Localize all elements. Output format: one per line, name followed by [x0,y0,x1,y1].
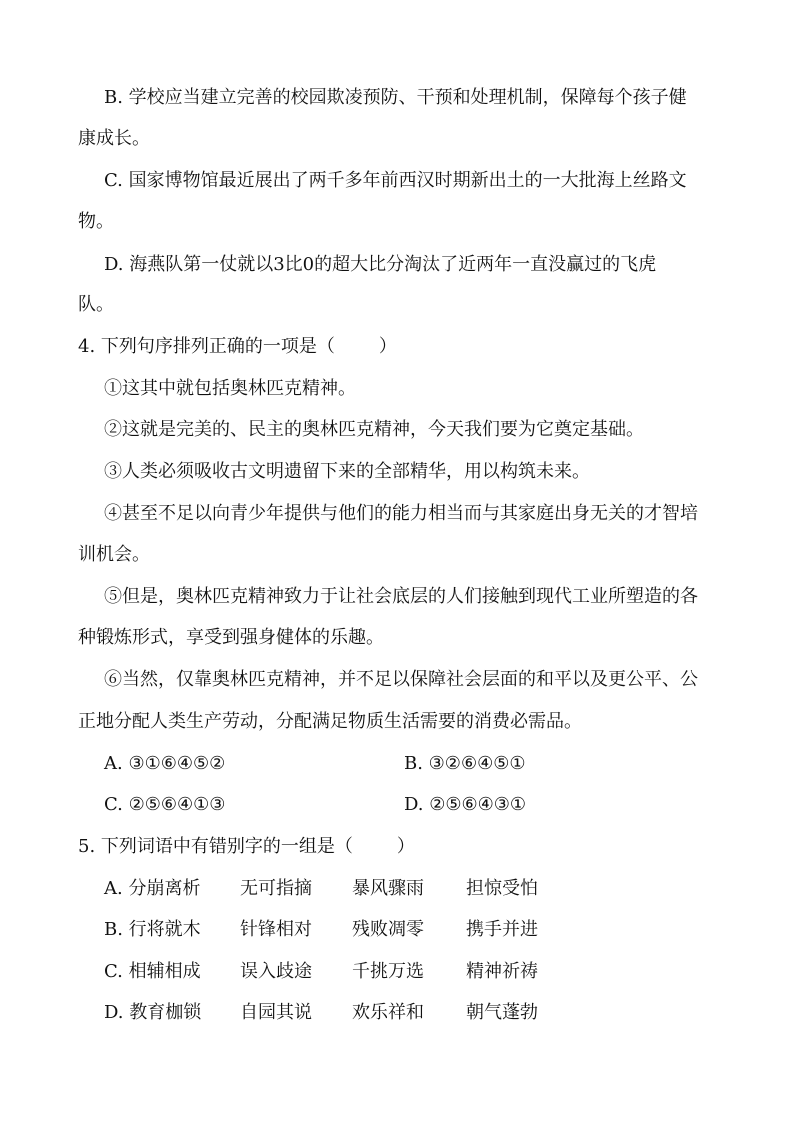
q3-option-d-line1: D. 海燕队第一仗就以3比0的超大比分淘汰了近两年一直没赢过的飞虎 [104,254,657,275]
q5-c-word-3: 千挑万选 [352,961,424,982]
q5-b-word-2: 针锋相对 [240,919,312,940]
q4-stem [78,335,397,359]
q4-sentence-5-line1: ⑤但是，奥林匹克精神致力于让社会底层的人们接触到现代工业所塑造的各 [104,586,698,607]
q4-stem-text: 4. 下列句序排列正确的一项是（ [78,336,335,357]
q4-sentence-4-line2: 训机会。 [78,544,150,565]
q5-d-word-4: 朝气蓬勃 [466,1002,538,1023]
q5-a-word-3: 暴风骤雨 [352,878,424,899]
q4-choice-c[interactable]: C. ②⑤⑥④①③ [104,794,226,815]
q3-option-c-line2: 物。 [78,211,114,232]
q4-choice-b[interactable]: B. ③②⑥④⑤① [404,753,526,774]
q4-sentence-4-line1: ④甚至不足以向青少年提供与他们的能力相当而与其家庭出身无关的才智培 [104,503,698,524]
q5-c-word-4: 精神祈祷 [466,961,538,982]
q4-sentence-6-line2: 正地分配人类生产劳动，分配满足物质生活需要的消费必需品。 [78,711,582,732]
q5-a-word-2: 无可指摘 [240,878,312,899]
q5-choice-d[interactable]: D. 教育枷锁 [104,1002,202,1023]
q4-sentence-1: ①这其中就包括奥林匹克精神。 [104,378,356,399]
q5-choice-c[interactable]: C. 相辅相成 [104,961,201,982]
q5-stem-text: 5. 下列词语中有错别字的一组是（ [78,836,353,857]
q4-sentence-5-line2: 种锻炼形式，享受到强身健体的乐趣。 [78,627,384,648]
q3-option-c-line1: C. 国家博物馆最近展出了两千多年前西汉时期新出土的一大批海上丝路文 [104,170,687,191]
q5-b-word-3: 残败凋零 [352,919,424,940]
q4-choice-a[interactable]: A. ③①⑥④⑤② [104,753,226,774]
q5-stem [78,835,415,859]
q5-choice-b[interactable]: B. 行将就木 [104,919,201,940]
q5-d-word-3: 欢乐祥和 [352,1002,424,1023]
q5-a-word-4: 担惊受怕 [466,878,538,899]
q5-d-word-2: 自园其说 [240,1002,312,1023]
q3-option-d-line2: 队。 [78,294,114,315]
q4-sentence-2: ②这就是完美的、民主的奥林匹克精神，今天我们要为它奠定基础。 [104,419,644,440]
q4-stem-close: ） [378,336,397,357]
q4-choice-d[interactable]: D. ②⑤⑥④③① [404,794,527,815]
q4-sentence-6-line1: ⑥当然，仅靠奥林匹克精神，并不足以保障社会层面的和平以及更公平、公 [104,669,698,690]
q5-b-word-4: 携手并进 [466,919,538,940]
q4-sentence-3: ③人类必须吸收古文明遗留下来的全部精华，用以构筑未来。 [104,461,590,482]
q3-option-b-line1: B. 学校应当建立完善的校园欺凌预防、干预和处理机制，保障每个孩子健 [104,87,687,108]
q5-c-word-2: 误入歧途 [240,961,312,982]
q5-choice-a[interactable]: A. 分崩离析 [104,878,201,899]
q5-stem-close: ） [396,836,415,857]
q3-option-b-line2: 康成长。 [78,128,150,149]
